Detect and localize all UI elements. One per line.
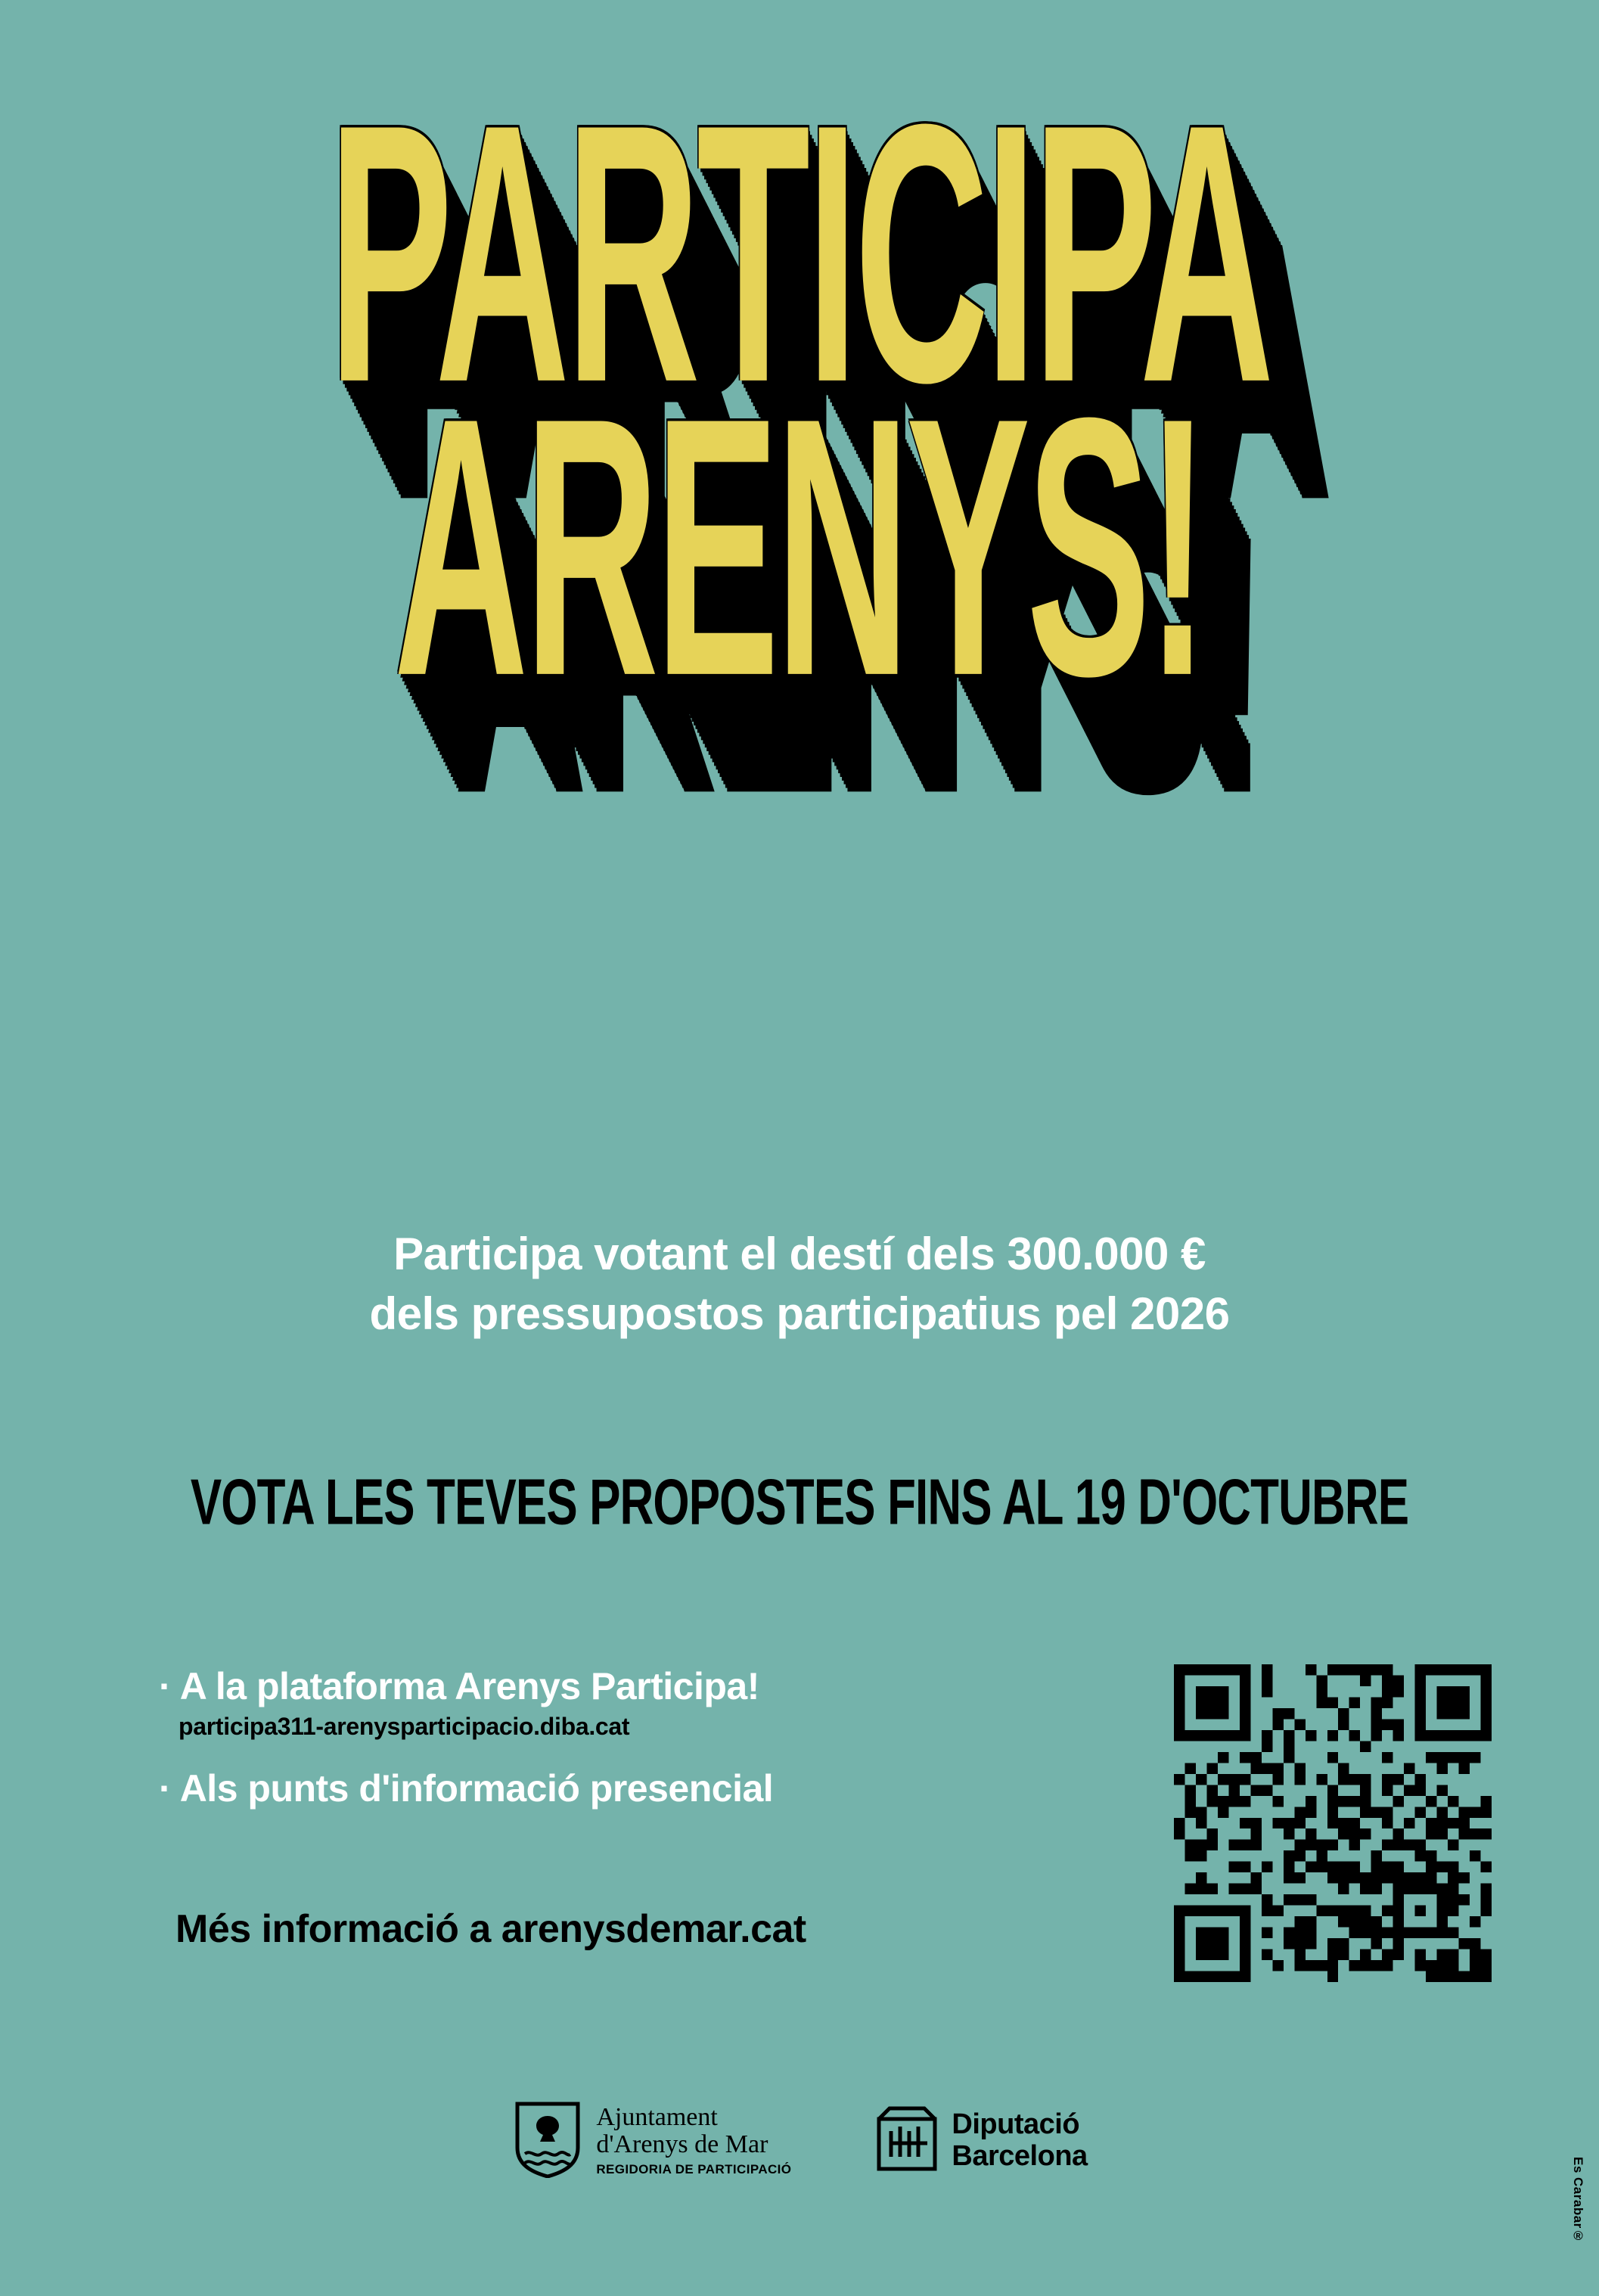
logo-diputacio-text <box>952 2109 1087 2171</box>
channel-bullet: · <box>159 1665 172 1707</box>
logo-diputacio-line-2: Barcelona <box>952 2139 1088 2172</box>
channel-label: A la plataforma Arenys Participa! <box>179 1665 759 1707</box>
qr-code[interactable] <box>1174 1664 1492 1982</box>
deadline-text: VOTA LES TEVES PROPOSTES FINS AL 19 D'OCTUBRE <box>190 1466 1409 1539</box>
channel-item-platform <box>159 1664 1082 1708</box>
channel-bullet: · <box>159 1767 172 1810</box>
logo-ajuntament-line-1: Ajuntament <box>596 2103 718 2132</box>
logo-ajuntament-line-3: REGIDORIA DE PARTICIPACIÓ <box>596 2161 792 2176</box>
subtitle-line-1: Participa votant el destí dels 300.000 € <box>393 1229 1206 1279</box>
subtitle <box>0 1224 1599 1344</box>
headline-line-2: ARENYS! <box>393 340 1206 753</box>
logo-ajuntament-arenys-de-mar <box>511 2099 791 2182</box>
headline-line-1: PARTICIPA <box>328 47 1271 459</box>
more-info-text: Més informació a arenysdemar.cat <box>175 1907 806 1951</box>
footer-logos <box>0 2099 1599 2182</box>
logo-diputacio-barcelona <box>874 2104 1087 2177</box>
headline-block <box>0 47 1599 753</box>
qr-code-canvas[interactable] <box>1174 1664 1492 1982</box>
logo-ajuntament-line-2: d'Arenys de Mar <box>596 2130 768 2158</box>
channels-list <box>159 1664 1082 1815</box>
designer-credit: Es Carabar® <box>1571 2156 1585 2243</box>
platform-url[interactable]: participa311-arenysparticipacio.diba.cat <box>179 1713 630 1740</box>
logo-diputacio-line-1: Diputació <box>952 2108 1080 2141</box>
logo-ajuntament-text <box>596 2104 791 2176</box>
channel-item-in-person <box>159 1766 1082 1810</box>
subtitle-line-2: dels pressupostos participatius pel 2026 <box>369 1288 1230 1340</box>
arenys-de-mar-coat-of-arms-icon <box>511 2099 584 2182</box>
channel-label: Als punts d'informació presencial <box>179 1767 774 1810</box>
diputacio-barcelona-crest-icon <box>874 2104 939 2177</box>
